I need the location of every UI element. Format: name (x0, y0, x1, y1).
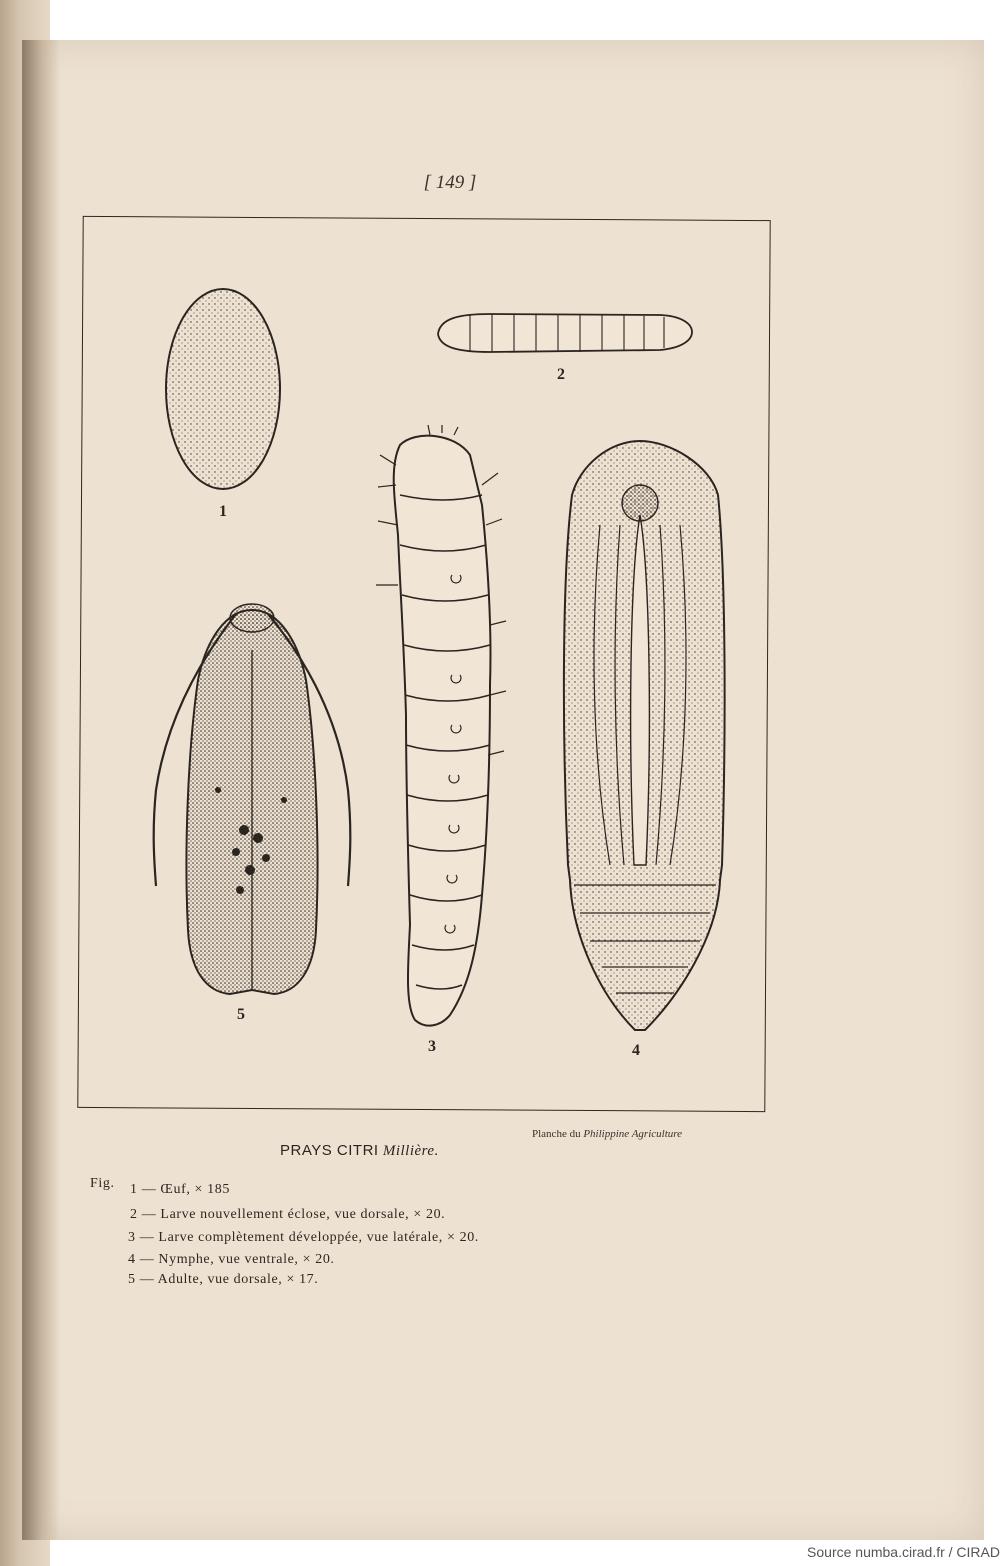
plate-credit (532, 1128, 682, 1140)
egg-illustration (160, 285, 290, 495)
legend-text: — Adulte, vue dorsale, × 17. (139, 1272, 319, 1287)
legend-num: 1 (130, 1182, 138, 1197)
credit-prefix: Planche du (532, 1128, 581, 1140)
legend-row (130, 1207, 445, 1223)
legend-row (128, 1252, 335, 1268)
legend-text: — Œuf, × 185 (141, 1182, 230, 1197)
legend-row (128, 1272, 318, 1288)
figure-label-1: 1 (219, 503, 227, 520)
figure-label-2: 2 (557, 366, 565, 383)
species-name: PRAYS CITRI (280, 1142, 379, 1159)
newly-hatched-larva-illustration (430, 308, 700, 360)
figure-label-3: 3 (428, 1038, 436, 1055)
page-binding-shadow (22, 40, 60, 1540)
legend-text: — Larve nouvellement éclose, vue dorsale, × 20. (141, 1207, 446, 1222)
page-number: [ 149 ] (423, 172, 477, 193)
adult-moth-illustration (148, 590, 358, 1010)
developed-larva-illustration (370, 425, 510, 1035)
caption-title (280, 1142, 439, 1160)
footer-source-credit: Source numba.cirad.fr / CIRAD (807, 1544, 1000, 1560)
credit-source: Philippine Agriculture (583, 1128, 683, 1140)
species-author: Millière. (382, 1143, 439, 1159)
figure-label-4: 4 (632, 1042, 640, 1059)
legend-num: 5 (128, 1272, 136, 1287)
legend-text: — Larve complètement développée, vue latérale, × 20. (139, 1230, 479, 1245)
pupa-illustration (550, 435, 730, 1035)
legend-num: 3 (128, 1230, 136, 1245)
legend-row (130, 1182, 230, 1198)
legend-text: — Nymphe, vue ventrale, × 20. (139, 1252, 335, 1267)
legend-num: 2 (130, 1207, 138, 1222)
legend-lead: Fig. (90, 1176, 115, 1191)
figure-label-5: 5 (237, 1006, 245, 1023)
legend-row (128, 1230, 479, 1246)
legend-num: 4 (128, 1252, 136, 1267)
